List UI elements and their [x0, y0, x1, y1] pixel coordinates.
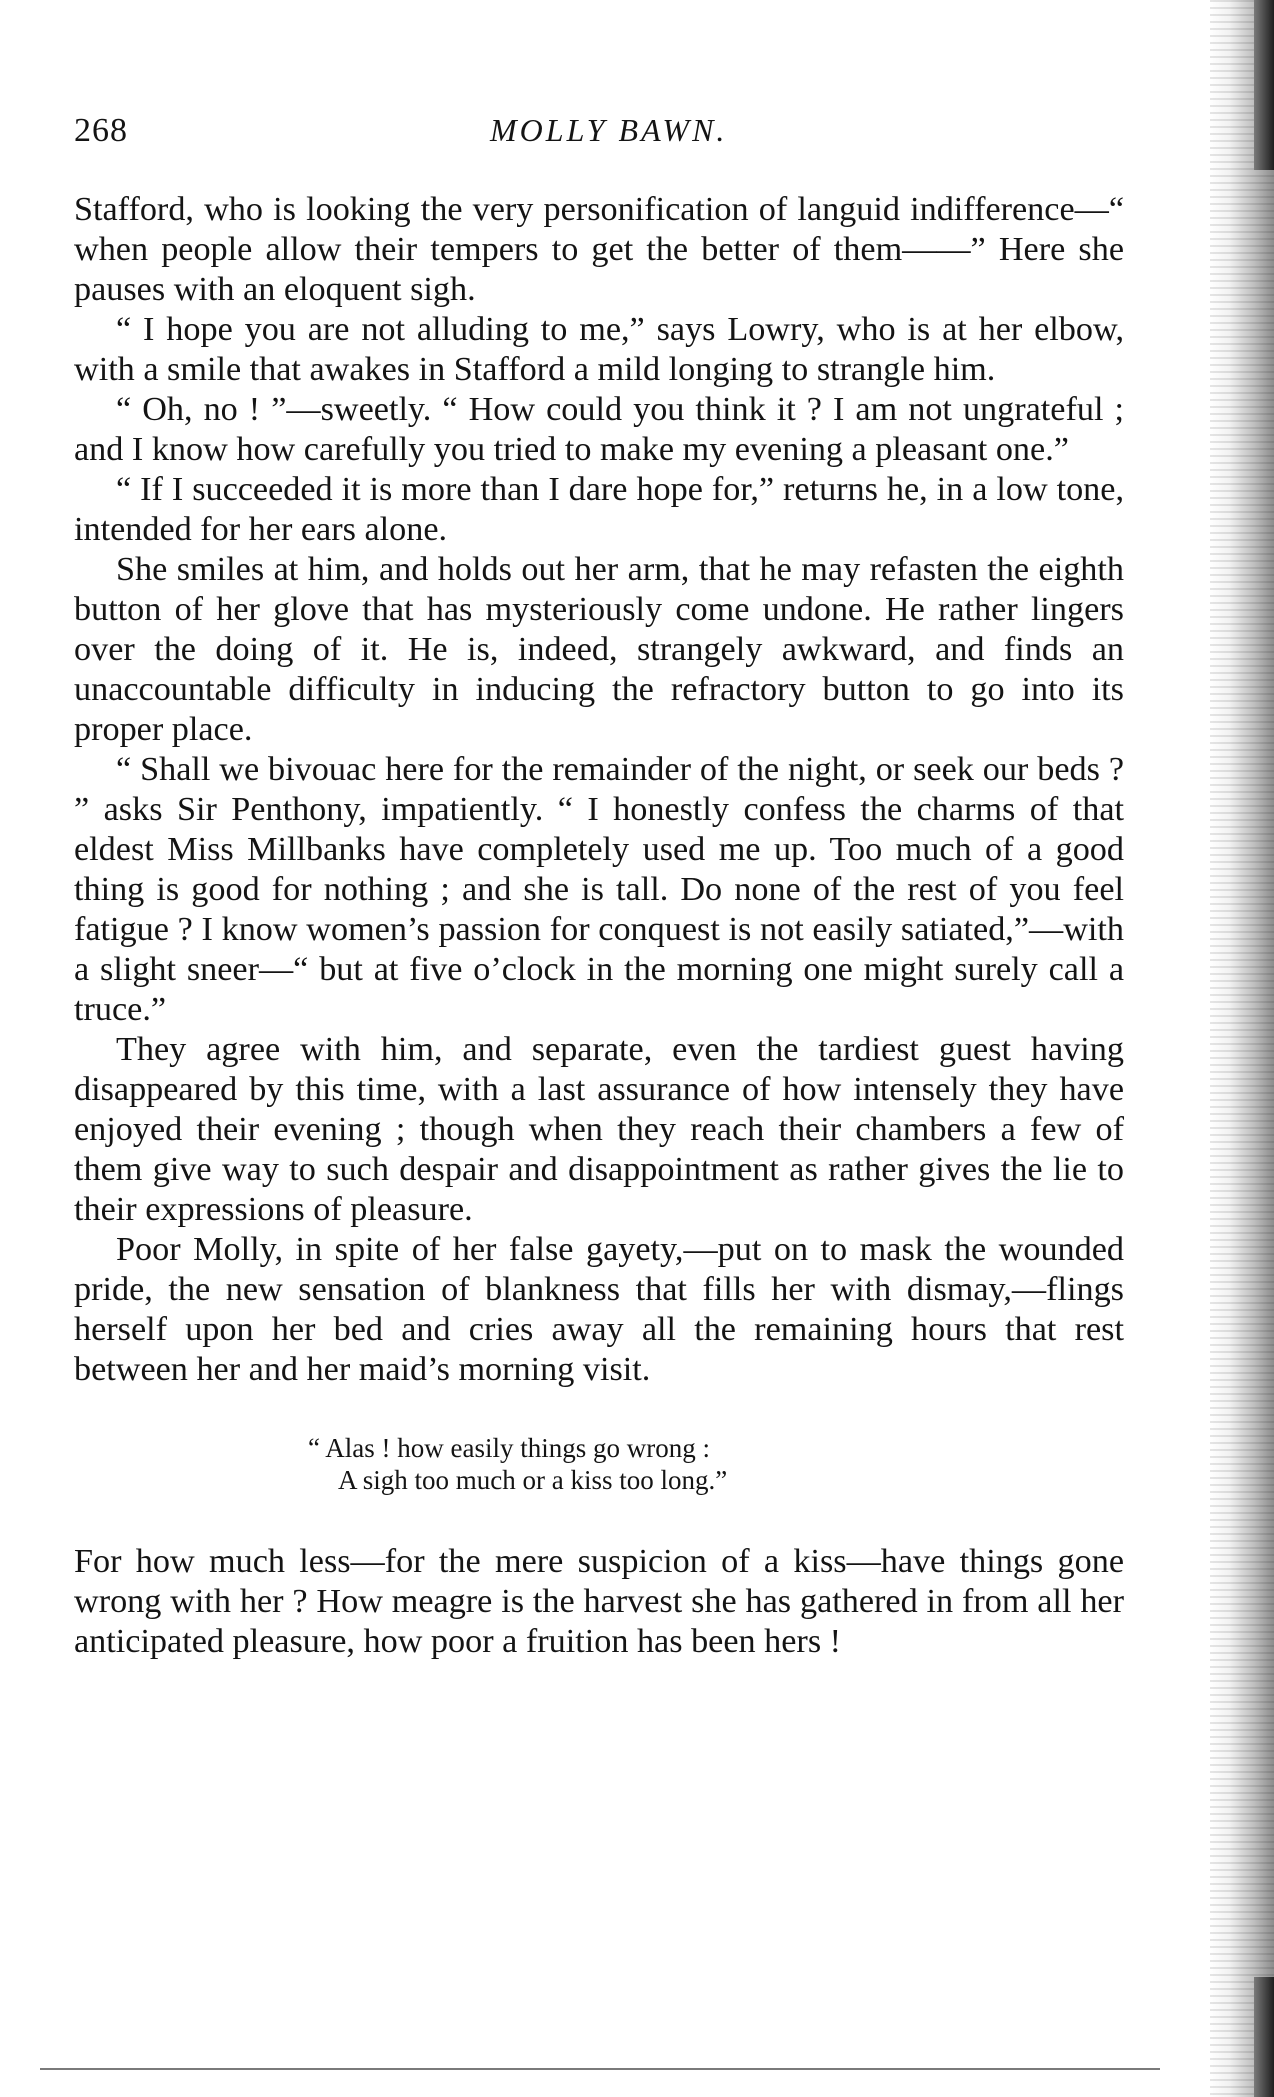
running-title: MOLLY BAWN.: [490, 112, 728, 148]
paragraph: Stafford, who is looking the very personification of languid indifference—“ when people allow their tempers to get the better of them——” Here she pauses with an eloquent sigh.: [74, 191, 1124, 308]
paragraph: “ If I succeeded it is more than I dare hope for,” returns he, in a low tone, intended for her ears alone.: [74, 471, 1124, 548]
page-number: 268: [74, 112, 128, 149]
paragraph: They agree with him, and separate, even the tardiest guest having disappeared by this time, with a last assurance of how intensely they have enjoyed their evening ; though when they reach their chambers a few of them give way to such despair and disappointment as rather gives the lie to their expressions of pleasure.: [74, 1031, 1124, 1228]
page-header: [74, 112, 1124, 160]
body-text: [74, 190, 1124, 1662]
verse-quote: [74, 1432, 1124, 1496]
binding-shadow-bottom: [1254, 1977, 1274, 2097]
closing-paragraph: For how much less—for the mere suspicion of a kiss—have things gone wrong with her ? How meagre is the harvest she has gathered in from all her anticipated pleasure, how poor a fruition has been hers !: [74, 1543, 1124, 1660]
verse-line: A sigh too much or a kiss too long.”: [338, 1465, 728, 1495]
paragraph: She smiles at him, and holds out her arm, that he may refasten the eighth button of her glove that has mysteriously come undone. He rather lingers over the doing of it. He is, indeed, strangely awkward, and finds an unaccountable difficulty in inducing the refractory button to go into its proper place.: [74, 551, 1124, 748]
paragraph: “ Shall we bivouac here for the remainder of the night, or seek our beds ? ” asks Sir Penthony, impatiently. “ I honestly confess the charms of that eldest Miss Millbanks have completely used me up. Too much of a good thing is good for nothing ; and she is tall. Do none of the rest of you feel fatigue ? I know women’s passion for conquest is not easily satiated,”—with a slight sneer—“ but at five o’clock in the morning one might surely call a truce.”: [74, 751, 1124, 1028]
paragraph: “ I hope you are not alluding to me,” says Lowry, who is at her elbow, with a smile that awakes in Stafford a mild longing to strangle him.: [74, 311, 1124, 388]
binding-edge: [1210, 0, 1274, 2097]
paragraph: “ Oh, no ! ”—sweetly. “ How could you think it ? I am not ungrateful ; and I know how carefully you tried to make my evening a pleasant one.”: [74, 391, 1124, 468]
binding-shadow-top: [1254, 0, 1274, 170]
verse-line: “ Alas ! how easily things go wrong :: [308, 1433, 710, 1463]
paragraph: Poor Molly, in spite of her false gayety,—put on to mask the wounded pride, the new sensation of blankness that fills her with dismay,—flings herself upon her bed and cries away all the remaining hours that rest between her and her maid’s morning visit.: [74, 1231, 1124, 1388]
footer-rule: [40, 2068, 1160, 2070]
